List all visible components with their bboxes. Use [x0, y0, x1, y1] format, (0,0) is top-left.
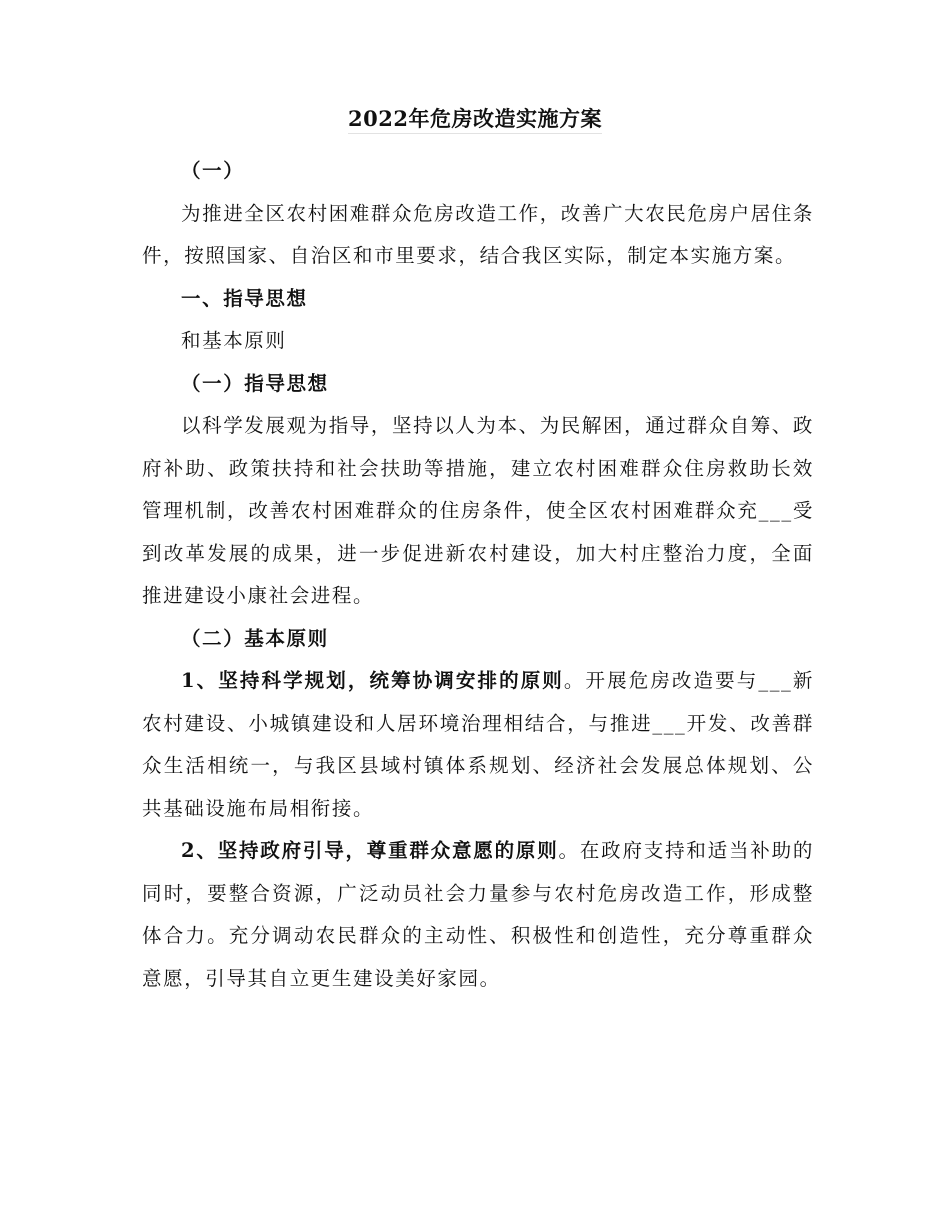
- principle-1-paragraph: [142, 660, 814, 830]
- sub-heading-basic-principles: （二）基本原则: [181, 626, 329, 650]
- principle-2-text: 。在政府支持和适当补助的同时，要整合资源，广泛动员社会力量参与农村危房改造工作，形成整体合力。充分调动农民群众的主动性、积极性和创造性，充分尊重群众意愿，引导其自立更生建设美好家园。: [142, 839, 814, 990]
- principle-2-lead: 2、坚持政府引导，尊重群众意愿的原则: [181, 839, 559, 862]
- intro-paragraph: 为推进全区农村困难群众危房改造工作，改善广大农民危房户居住条件，按照国家、自治区和市里要求，结合我区实际，制定本实施方案。: [142, 201, 815, 267]
- sub-heading-guiding-thought: （一）指导思想: [181, 371, 329, 395]
- document-title-text: 2022年危房改造实施方案: [348, 106, 602, 134]
- heading-guiding-thought-continued: 和基本原则: [181, 329, 287, 352]
- document-body: [142, 150, 814, 1000]
- guiding-thought-paragraph: 以科学发展观为指导，坚持以人为本、为民解困，通过群众自筹、政府补助、政策扶持和社会扶助等措施，建立农村困难群众住房救助长效管理机制，改善农村困难群众的住房条件，使全区农村困难群众充___受到改革发展的成果，进一步促进新农村建设，加大村庄整治力度，全面推进建设小康社会进程。: [142, 414, 815, 607]
- principle-1-lead: 1、坚持科学规划，统筹协调安排的原则: [181, 669, 564, 692]
- principle-2-paragraph: [142, 830, 814, 1000]
- heading-guiding-thought: 一、指导思想: [181, 286, 308, 310]
- principle-1-text: 。开展危房改造要与___新农村建设、小城镇建设和人居环境治理相结合，与推进___开发、改善群众生活相统一，与我区县域村镇体系规划、经济社会发展总体规划、公共基础设施布局相衔接。: [142, 669, 814, 820]
- section-marker: （一）: [181, 159, 245, 182]
- document-title: [0, 101, 950, 137]
